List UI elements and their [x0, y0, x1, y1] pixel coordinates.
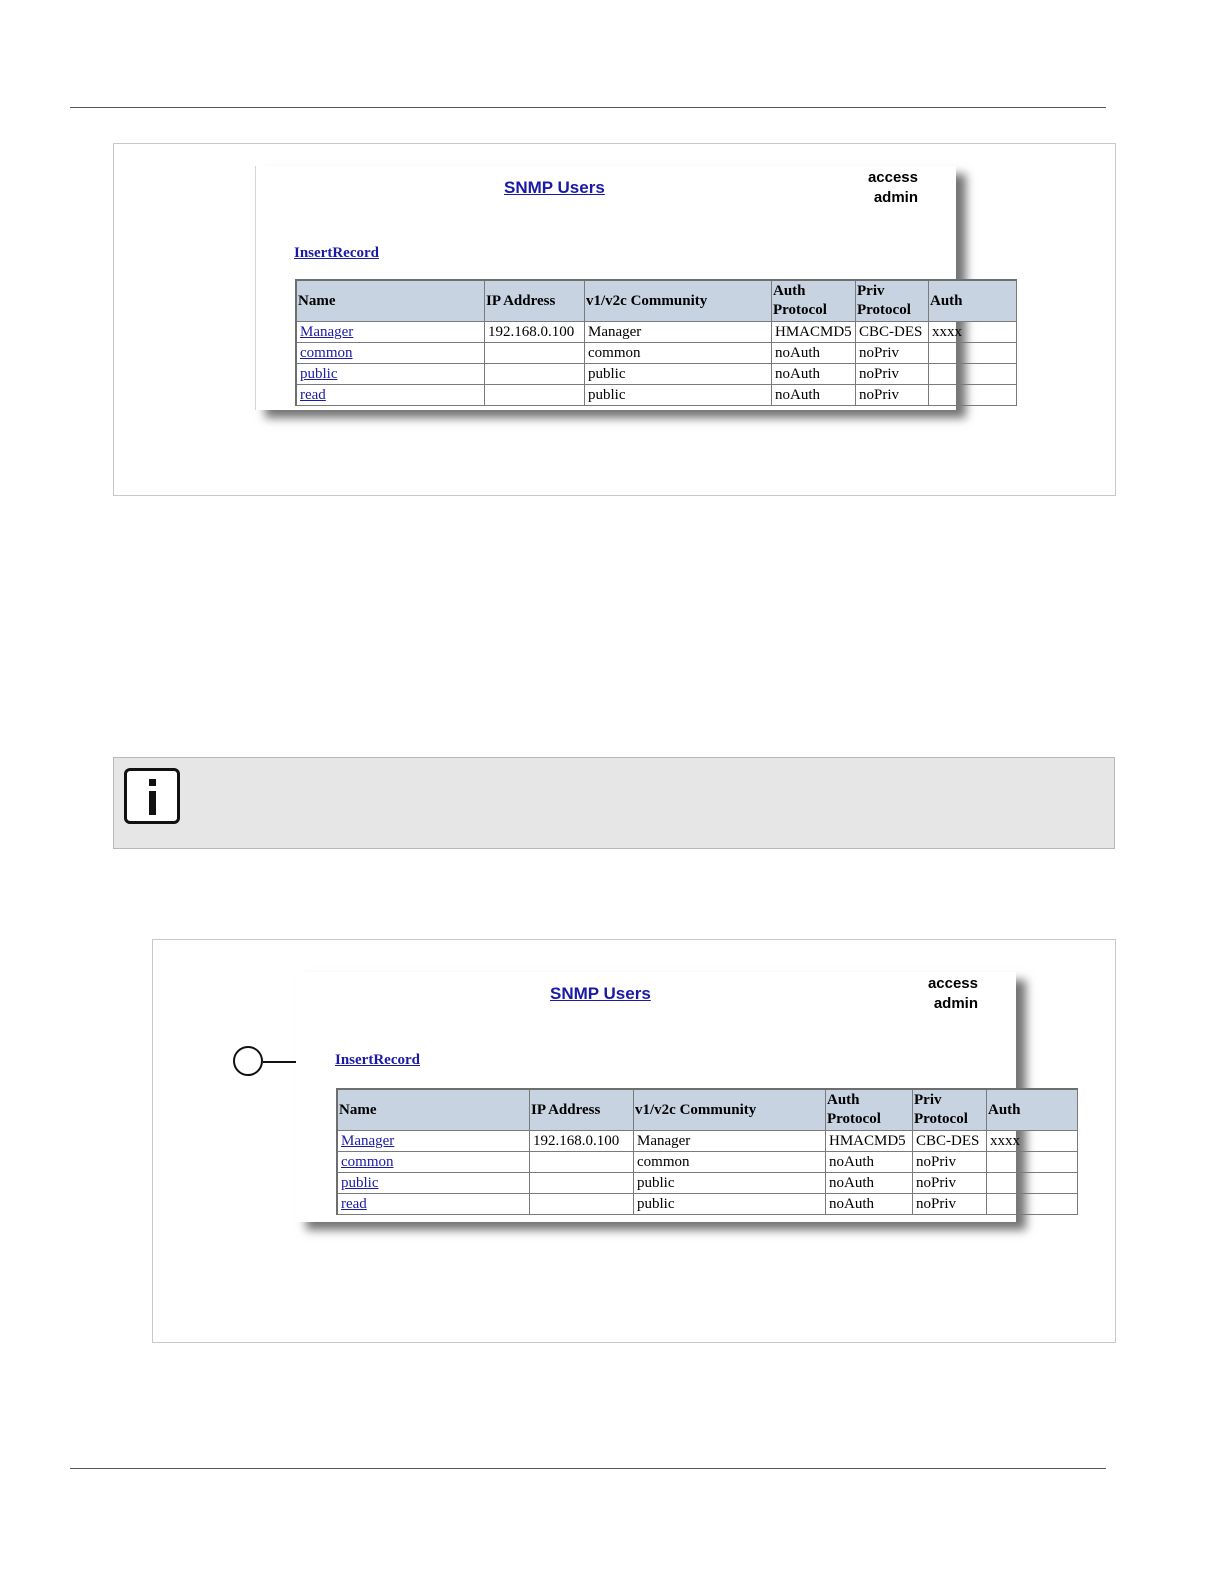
cell-ip-address [485, 364, 585, 385]
cell-name [297, 385, 485, 406]
info-icon [124, 768, 180, 824]
user-link-Manager[interactable]: Manager [341, 1133, 395, 1149]
cell-auth: xxxx [929, 322, 1017, 343]
cell-auth-protocol: noAuth [772, 385, 856, 406]
column-header-community: v1/v2c Community [634, 1090, 826, 1131]
cell-community: public [585, 364, 772, 385]
access-level [868, 168, 918, 208]
insert-record-link[interactable]: InsertRecord [335, 1052, 420, 1068]
column-header-priv-protocol: Priv Protocol [856, 281, 929, 322]
cell-auth-protocol: noAuth [772, 343, 856, 364]
figure-1-screenshot [255, 166, 963, 410]
cell-community: public [634, 1194, 826, 1215]
user-link-public[interactable]: public [300, 366, 338, 382]
column-header-ip-address: IP Address [530, 1090, 634, 1131]
cell-name [338, 1173, 530, 1194]
cell-name [297, 364, 485, 385]
cell-auth-protocol: noAuth [772, 364, 856, 385]
cell-auth [929, 343, 1017, 364]
table-body [297, 322, 1017, 406]
column-header-auth-protocol: Auth Protocol [826, 1090, 913, 1131]
table-body [338, 1131, 1078, 1215]
cell-ip-address [485, 385, 585, 406]
cell-ip-address [485, 343, 585, 364]
cell-ip-address [530, 1173, 634, 1194]
user-link-read[interactable]: read [341, 1196, 367, 1212]
cell-priv-protocol: CBC-DES [913, 1131, 987, 1152]
cell-ip-address [530, 1152, 634, 1173]
cell-auth-protocol: HMACMD5 [826, 1131, 913, 1152]
cell-community: common [585, 343, 772, 364]
user-link-common[interactable]: common [300, 345, 353, 361]
table-header-row [338, 1090, 1078, 1131]
column-header-community: v1/v2c Community [585, 281, 772, 322]
table-row [338, 1152, 1078, 1173]
snmp-users-table [336, 1088, 1078, 1215]
cell-auth [987, 1173, 1078, 1194]
cell-name [338, 1152, 530, 1173]
cell-priv-protocol: CBC-DES [856, 322, 929, 343]
cell-community: Manager [634, 1131, 826, 1152]
note-box [113, 757, 1115, 849]
column-header-name: Name [297, 281, 485, 322]
cell-priv-protocol: noPriv [856, 364, 929, 385]
column-header-name: Name [338, 1090, 530, 1131]
access-label: access [927, 975, 978, 992]
table-row [297, 322, 1017, 343]
cell-community: common [634, 1152, 826, 1173]
cell-auth: xxxx [987, 1131, 1078, 1152]
column-header-auth-protocol: Auth Protocol [772, 281, 856, 322]
cell-community: public [634, 1173, 826, 1194]
cell-auth [987, 1152, 1078, 1173]
cell-ip-address: 192.168.0.100 [530, 1131, 634, 1152]
cell-auth [929, 385, 1017, 406]
user-link-public[interactable]: public [341, 1175, 379, 1191]
cell-community: Manager [585, 322, 772, 343]
table-row [297, 343, 1017, 364]
cell-priv-protocol: noPriv [913, 1194, 987, 1215]
cell-name [338, 1194, 530, 1215]
callout-1 [233, 1046, 263, 1076]
user-link-read[interactable]: read [300, 387, 326, 403]
header-rule [70, 107, 1106, 108]
cell-ip-address: 192.168.0.100 [485, 322, 585, 343]
insert-record-link[interactable]: InsertRecord [294, 245, 379, 261]
table-header-row [297, 281, 1017, 322]
snmp-users-title[interactable]: SNMP Users [504, 178, 605, 197]
cell-priv-protocol: noPriv [856, 385, 929, 406]
figure-2-screenshot [296, 972, 1021, 1222]
footer-rule [70, 1468, 1106, 1469]
access-label: access [867, 169, 918, 186]
table-row [297, 364, 1017, 385]
snmp-users-table [295, 279, 1017, 406]
cell-name [297, 322, 485, 343]
cell-auth [987, 1194, 1078, 1215]
cell-name [338, 1131, 530, 1152]
cell-priv-protocol: noPriv [856, 343, 929, 364]
snmp-users-title[interactable]: SNMP Users [550, 984, 651, 1003]
column-header-priv-protocol: Priv Protocol [913, 1090, 987, 1131]
table-row [338, 1194, 1078, 1215]
cell-auth-protocol: noAuth [826, 1173, 913, 1194]
cell-auth-protocol: noAuth [826, 1194, 913, 1215]
column-header-auth: Auth [987, 1090, 1078, 1131]
table-row [338, 1173, 1078, 1194]
table-row [338, 1131, 1078, 1152]
cell-community: public [585, 385, 772, 406]
cell-auth-protocol: HMACMD5 [772, 322, 856, 343]
table-row [297, 385, 1017, 406]
cell-ip-address [530, 1194, 634, 1215]
cell-priv-protocol: noPriv [913, 1173, 987, 1194]
cell-auth [929, 364, 1017, 385]
access-value: admin [873, 189, 918, 206]
column-header-ip-address: IP Address [485, 281, 585, 322]
cell-auth-protocol: noAuth [826, 1152, 913, 1173]
access-level [928, 974, 978, 1014]
cell-priv-protocol: noPriv [913, 1152, 987, 1173]
column-header-auth: Auth [929, 281, 1017, 322]
user-link-Manager[interactable]: Manager [300, 324, 354, 340]
cell-name [297, 343, 485, 364]
user-link-common[interactable]: common [341, 1154, 394, 1170]
access-value: admin [933, 995, 978, 1012]
